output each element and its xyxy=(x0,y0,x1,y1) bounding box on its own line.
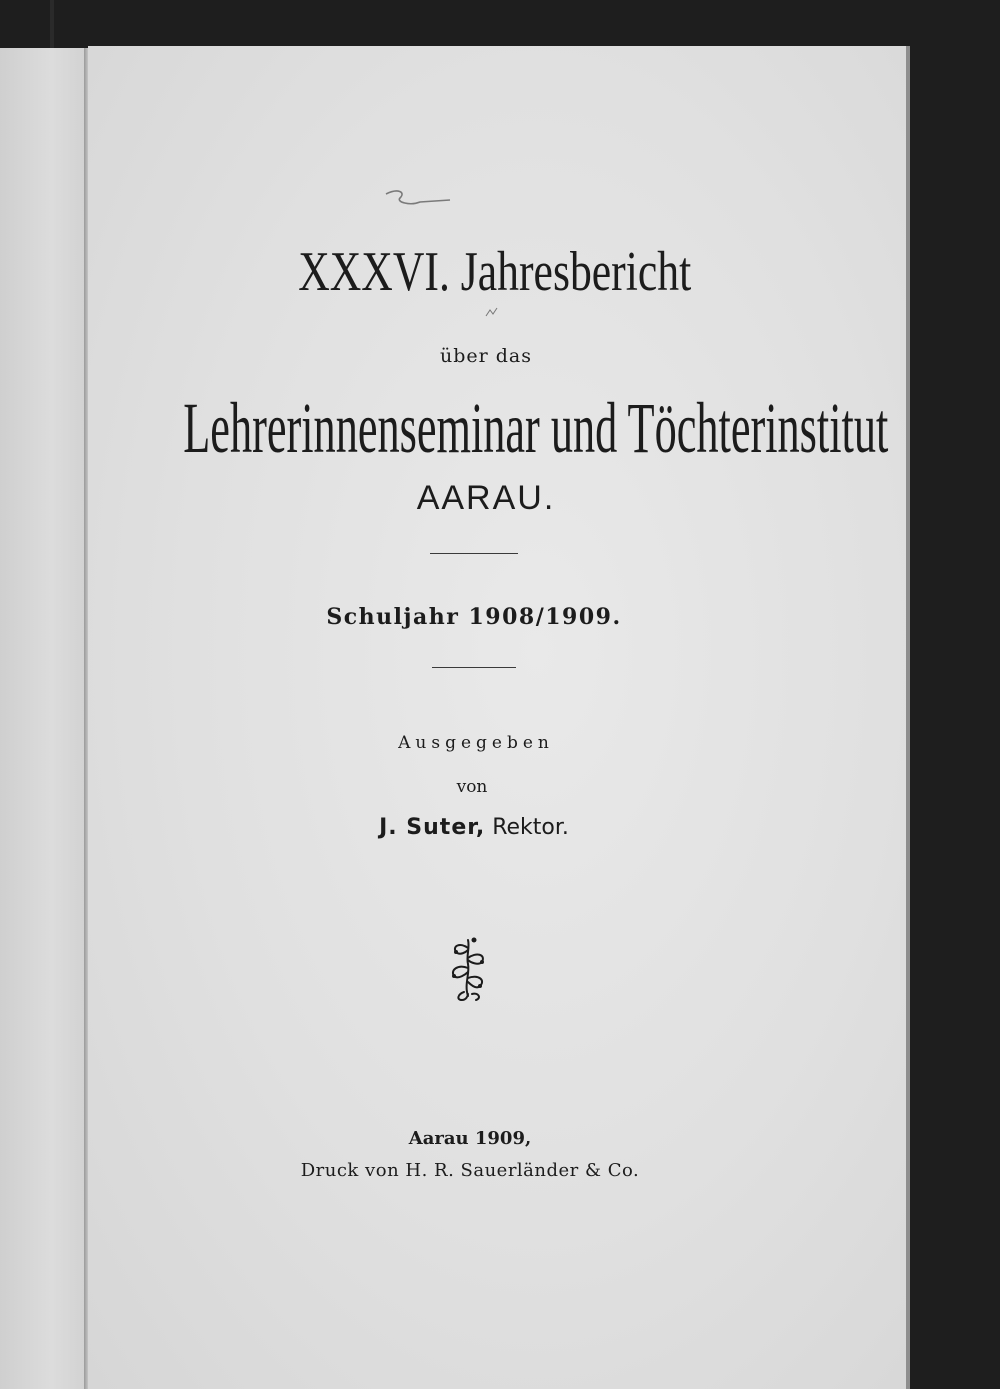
left-facing-page xyxy=(0,48,86,1389)
left-page-edge xyxy=(50,0,54,48)
ink-speck-icon xyxy=(484,306,500,318)
by-label: von xyxy=(456,777,488,797)
issued-label: Ausgegeben xyxy=(398,733,554,753)
city-name: AARAU. xyxy=(416,479,556,517)
subtitle-connector: über das xyxy=(439,345,532,367)
editor-name: J. Suter, xyxy=(379,815,486,840)
editor-role: Rektor. xyxy=(492,815,569,840)
pencil-annotation-icon xyxy=(380,184,470,224)
imprint-printer: Druck von H. R. Sauerländer & Co. xyxy=(300,1160,640,1181)
page-right-edge xyxy=(906,46,910,1389)
divider-rule xyxy=(432,667,516,668)
divider-rule xyxy=(430,553,518,554)
floral-vignette-icon xyxy=(440,934,496,1004)
editor-line xyxy=(0,812,974,844)
imprint-place-year: Aarau 1909, xyxy=(408,1128,532,1149)
institution-name: Lehrerinnenseminar und Töchterinstitut xyxy=(183,388,889,468)
school-year: Schuljahr 1908/1909. xyxy=(326,604,622,630)
report-title: XXXVI. Jahresbericht xyxy=(298,241,692,303)
